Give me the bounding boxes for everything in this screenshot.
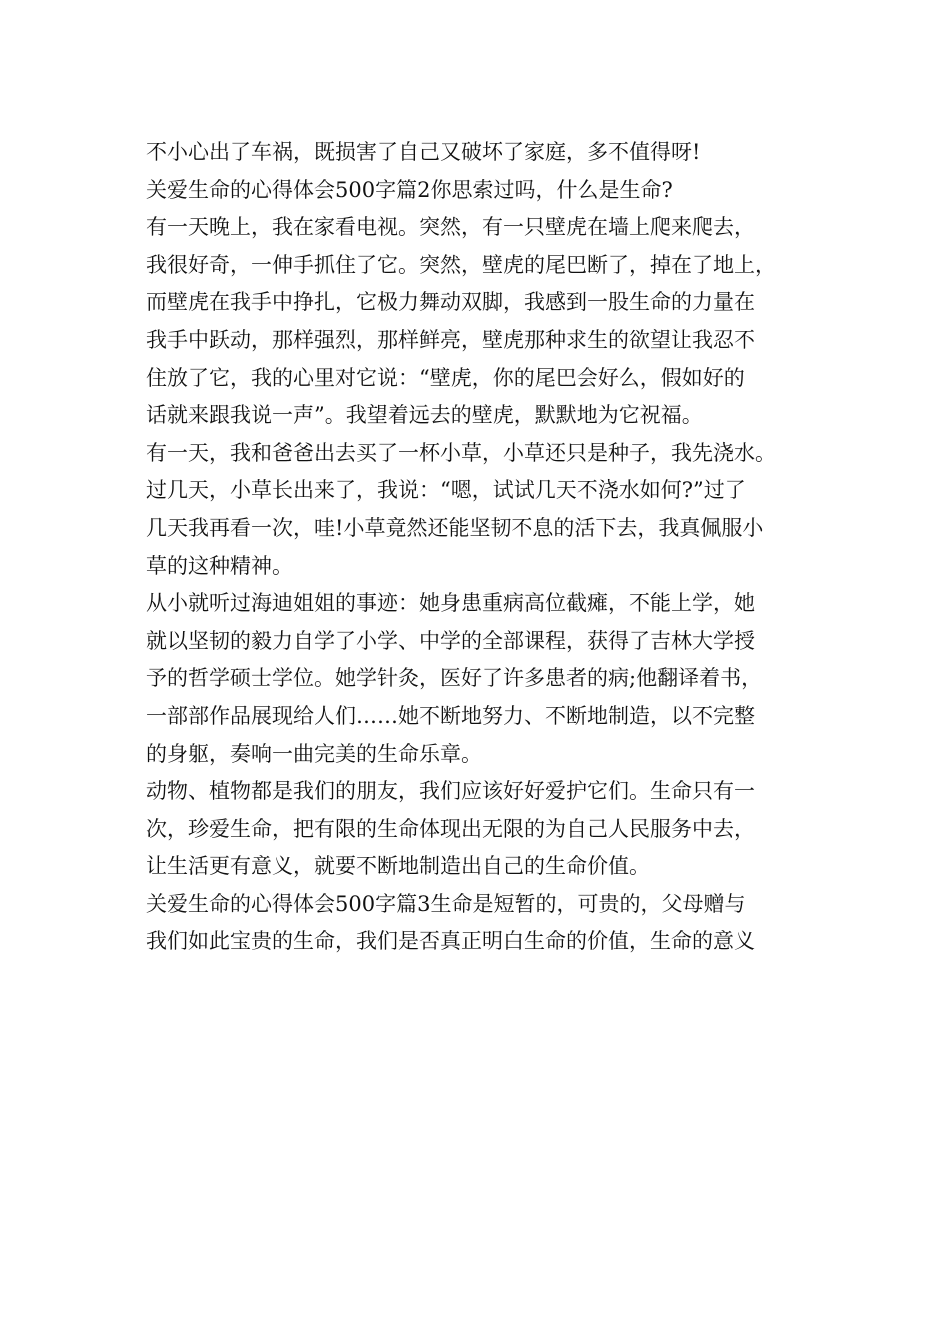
text-line: 让生活更有意义，就要不断地制造出自己的生命价值。 [146,854,650,879]
text-line: 关爱生命的心得体会500字篇2你思索过吗，什么是生命? [146,177,673,202]
text-line: 话就来跟我说一声”。我望着远去的壁虎，默默地为它祝福。 [146,403,703,428]
text-line: 住放了它，我的心里对它说：“壁虎，你的尾巴会好么，假如好的 [146,365,745,390]
text-line: 草的这种精神。 [146,553,293,578]
text-line: 一部部作品展现给人们……她不断地努力、不断地制造，以不完整 [146,703,755,728]
text-line: 就以坚韧的毅力自学了小学、中学的全部课程，获得了吉林大学授 [146,628,755,653]
text-line: 动物、植物都是我们的朋友，我们应该好好爱护它们。生命只有一 [146,779,755,804]
text-line: 不小心出了车祸，既损害了自己又破坏了家庭，多不值得呀! [146,140,701,164]
text-line: 次，珍爱生命，把有限的生命体现出无限的为自己人民服务中去， [146,816,755,841]
document-body [146,134,836,961]
text-line: 关爱生命的心得体会500字篇3生命是短暂的，可贵的，父母赠与 [146,891,746,916]
text-line: 我很好奇，一伸手抓住了它。突然，壁虎的尾巴断了，掉在了地上， [146,252,776,277]
text-line: 从小就听过海迪姐姐的事迹：她身患重病高位截瘫，不能上学，她 [146,591,755,616]
text-line: 我们如此宝贵的生命，我们是否真正明白生命的价值，生命的意义 [146,929,755,954]
text-line: 有一天晚上，我在家看电视。突然，有一只壁虎在墙上爬来爬去， [146,215,755,240]
text-line: 的身躯，奏响一曲完美的生命乐章。 [146,741,482,766]
text-line: 过几天，小草长出来了，我说：“嗯，试试几天不浇水如何?”过了 [146,478,746,503]
text-line: 有一天，我和爸爸出去买了一杯小草，小草还只是种子，我先浇水。 [146,440,776,465]
text-line: 几天我再看一次，哇!小草竟然还能坚韧不息的活下去，我真佩服小 [146,515,764,540]
text-line: 而壁虎在我手中挣扎，它极力舞动双脚，我感到一股生命的力量在 [146,290,755,315]
text-line: 我手中跃动，那样强烈，那样鲜亮，壁虎那种求生的欲望让我忍不 [146,327,755,352]
text-line: 予的哲学硕士学位。她学针灸，医好了许多患者的病;他翻译着书， [146,666,763,691]
